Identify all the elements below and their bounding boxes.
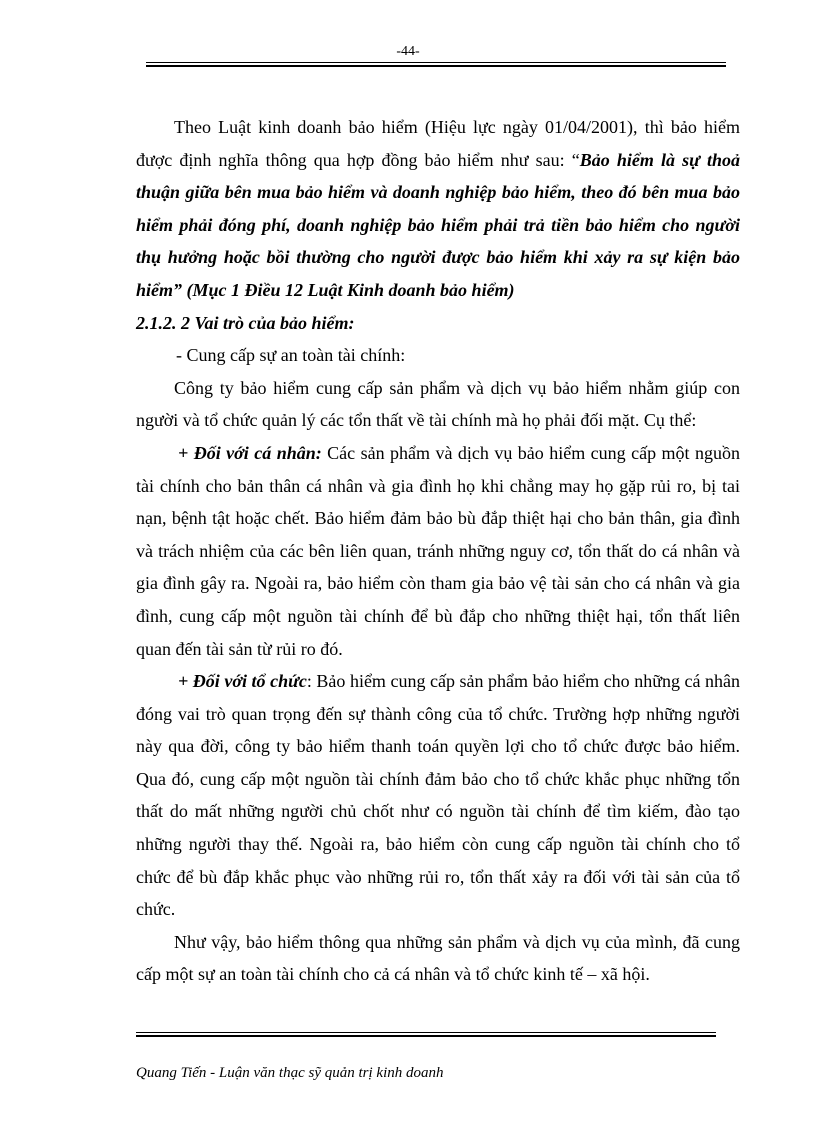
footer-rule-top [136, 1032, 716, 1033]
organizations-label: + Đối với tổ chức [178, 671, 307, 692]
paragraph-organizations [136, 665, 740, 926]
definition-quote: Bảo hiểm là sự thoả thuận giữa bên mua bảo hiểm và doanh nghiệp bảo hiểm, theo đó bên mua bảo hiểm phải đóng phí, doanh nghiệp bảo hiểm phải trả tiền bảo hiểm cho người thụ hưởng hoặc bồi thường cho người được bảo hiểm khi xảy ra sự kiện bảo hiểm” (Mục 1 Điều 12 Luật Kinh doanh bảo hiểm) [136, 149, 740, 300]
section-heading: 2.1.2. 2 Vai trò của bảo hiểm: [136, 312, 355, 333]
paragraph-overview: Công ty bảo hiểm cung cấp sản phẩm và dịch vụ bảo hiểm nhằm giúp con người và tổ chức quản lý các tổn thất về tài chính mà họ phải đối mặt. Cụ thể: [136, 377, 740, 431]
paragraph-individuals [136, 437, 740, 665]
header-rule-bottom [146, 65, 726, 67]
paragraph-conclusion: Như vậy, bảo hiểm thông qua những sản phẩm và dịch vụ của mình, đã cung cấp một sự an toàn tài chính cho cả cá nhân và tổ chức kinh tế – xã hội. [136, 931, 740, 985]
page-number: -44- [396, 44, 420, 59]
organizations-text: : Bảo hiểm cung cấp sản phẩm bảo hiểm cho những cá nhân đóng vai trò quan trọng đến sự thành công của tổ chức. Trường hợp những người này qua đời, công ty bảo hiểm thanh toán quyền lợi cho tổ chức được bảo hiểm. Qua đó, cung cấp một nguồn tài chính đảm bảo cho tổ chức khắc phục những tổn thất do mất những người chủ chốt như có nguồn tài chính để tìm kiếm, đào tạo những người thay thế. Ngoài ra, bảo hiểm còn cung cấp nguồn tài chính cho tổ chức để bù đắp khắc phục vào những rủi ro, tổn thất xảy ra đối với tài sản của tổ chức. [136, 671, 740, 920]
bullet-financial-safety: - Cung cấp sự an toàn tài chính: [176, 345, 406, 366]
document-body [136, 111, 740, 991]
individuals-text: Các sản phẩm và dịch vụ bảo hiểm cung cấp một nguồn tài chính cho bản thân cá nhân và gia đình họ khi chẳng may họ gặp rủi ro, bị tai nạn, bệnh tật hoặc chết. Bảo hiểm đảm bảo bù đắp thiệt hại cho bản thân, gia đình và trách nhiệm của các bên liên quan, tránh những nguy cơ, tổn thất do cá nhân và gia đình gây ra. Ngoài ra, bảo hiểm còn tham gia bảo vệ tài sản cho cá nhân và gia đình, cung cấp một nguồn tài chính để bù đắp cho những thiệt hại, tổn thất liên quan đến tài sản từ rủi ro đó. [136, 442, 740, 659]
definition-intro: Theo Luật kinh doanh bảo hiểm (Hiệu lực ngày 01/04/2001), thì bảo hiểm được định nghĩa thông qua hợp đồng bảo hiểm như sau: “ [136, 117, 740, 170]
header-rule-top [146, 62, 726, 63]
definition-paragraph [136, 111, 740, 307]
footer-text: Quang Tiến - Luận văn thạc sỹ quản trị kinh doanh [136, 1065, 444, 1081]
footer-rule-bottom [136, 1035, 716, 1037]
individuals-label: + Đối với cá nhân: [178, 442, 322, 463]
